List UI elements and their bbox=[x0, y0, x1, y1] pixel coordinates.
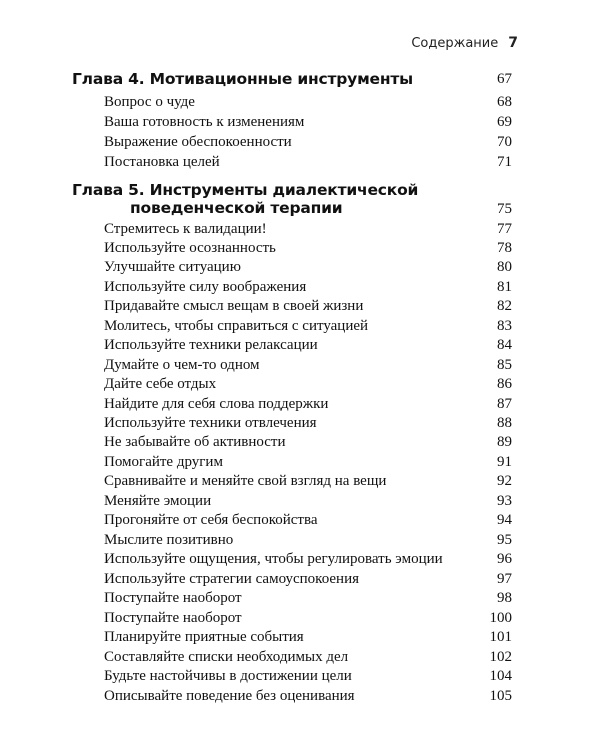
chapter-5-title bbox=[72, 181, 418, 217]
toc-entry bbox=[104, 587, 512, 609]
toc-entry bbox=[104, 111, 512, 133]
running-head-title: Содержание bbox=[411, 36, 499, 51]
toc-entry-page: 78 bbox=[497, 240, 512, 256]
toc-entry bbox=[104, 431, 512, 453]
toc-entry-page: 68 bbox=[497, 94, 512, 110]
chapter-5-page: 75 bbox=[497, 201, 512, 217]
toc-entry-label: Используйте техники отвлечения bbox=[104, 415, 317, 431]
running-head bbox=[411, 35, 518, 51]
toc-entry-label: Меняйте эмоции bbox=[104, 493, 212, 509]
toc-entry bbox=[104, 685, 512, 707]
toc-entry-page: 100 bbox=[489, 610, 512, 626]
toc-entry-label: Используйте ощущения, чтобы регулировать эмоции bbox=[104, 551, 443, 567]
toc-entry-page: 104 bbox=[489, 668, 512, 684]
toc-entry-label: Используйте техники релаксации bbox=[104, 337, 318, 353]
toc-entry-page: 70 bbox=[497, 134, 512, 150]
toc-entry-label: Используйте осознанность bbox=[104, 240, 276, 256]
toc-entry bbox=[104, 626, 512, 648]
chapter-4-title: Глава 4. Мотивационные инструменты bbox=[72, 70, 413, 88]
toc-entry bbox=[104, 665, 512, 687]
toc-entry-page: 81 bbox=[497, 279, 512, 295]
toc-entry-page: 94 bbox=[497, 512, 512, 528]
toc-entry-page: 88 bbox=[497, 415, 512, 431]
toc-entry-page: 80 bbox=[497, 259, 512, 275]
toc-entry-page: 89 bbox=[497, 434, 512, 450]
toc-entry-label: Найдите для себя слова поддержки bbox=[104, 396, 329, 412]
toc-entry-label: Ваша готовность к изменениям bbox=[104, 114, 305, 130]
running-head-page-number: 7 bbox=[508, 35, 518, 51]
toc-entry bbox=[104, 256, 512, 278]
toc-entry-page: 96 bbox=[497, 551, 512, 567]
toc-entry-page: 95 bbox=[497, 532, 512, 548]
toc-entry-label: Используйте силу воображения bbox=[104, 279, 307, 295]
toc-entry bbox=[104, 373, 512, 395]
toc-entry-page: 105 bbox=[489, 688, 512, 704]
toc-entry-label: Будьте настойчивы в достижении цели bbox=[104, 668, 352, 684]
toc-entry bbox=[104, 91, 512, 113]
chapter-5-title-line1: Глава 5. Инструменты диалектической bbox=[72, 181, 419, 199]
toc-entry-page: 97 bbox=[497, 571, 512, 587]
toc-entry-page: 91 bbox=[497, 454, 512, 470]
toc-entry-label: Описывайте поведение без оценивания bbox=[104, 688, 355, 704]
toc-entry-page: 77 bbox=[497, 221, 512, 237]
toc-entry-page: 93 bbox=[497, 493, 512, 509]
toc-entry-label: Составляйте списки необходимых дел bbox=[104, 649, 349, 665]
toc-entry bbox=[104, 334, 512, 356]
toc-entry-label: Придавайте смысл вещам в своей жизни bbox=[104, 298, 364, 314]
toc-entry-page: 86 bbox=[497, 376, 512, 392]
toc-entry-label: Помогайте другим bbox=[104, 454, 223, 470]
toc-entry-page: 82 bbox=[497, 298, 512, 314]
toc-entry-label: Стремитесь к валидации! bbox=[104, 221, 267, 237]
toc-entry-label: Используйте стратегии самоуспокоения bbox=[104, 571, 360, 587]
toc-entry-label: Дайте себе отдых bbox=[104, 376, 217, 392]
toc-entry-page: 87 bbox=[497, 396, 512, 412]
toc-entry-page: 102 bbox=[489, 649, 512, 665]
chapter-4-page: 67 bbox=[497, 71, 512, 87]
chapter-5-title-line2: поведенческой терапии bbox=[130, 199, 343, 217]
toc-entry-label: Улучшайте ситуацию bbox=[104, 259, 241, 275]
toc-entry bbox=[104, 470, 512, 492]
toc-entry-label: Поступайте наоборот bbox=[104, 610, 242, 626]
toc-entry-page: 84 bbox=[497, 337, 512, 353]
toc-entry-label: Поступайте наоборот bbox=[104, 590, 242, 606]
toc-entry-label: Прогоняйте от себя беспокойства bbox=[104, 512, 318, 528]
toc-entry-label: Планируйте приятные события bbox=[104, 629, 304, 645]
toc-entry bbox=[104, 151, 512, 173]
toc-entry-page: 101 bbox=[489, 629, 512, 645]
toc-entry-label: Думайте о чем-то одном bbox=[104, 357, 260, 373]
toc-entry-page: 85 bbox=[497, 357, 512, 373]
toc-entry-label: Постановка целей bbox=[104, 154, 220, 170]
toc-entry-page: 98 bbox=[497, 590, 512, 606]
toc-entry bbox=[104, 295, 512, 317]
toc-entry-label: Выражение обеспокоенности bbox=[104, 134, 292, 150]
toc-entry-label: Молитесь, чтобы справиться с ситуацией bbox=[104, 318, 369, 334]
toc-entry bbox=[104, 548, 512, 570]
toc-entry-label: Мыслите позитивно bbox=[104, 532, 234, 548]
toc-entry-page: 92 bbox=[497, 473, 512, 489]
toc-entry-page: 83 bbox=[497, 318, 512, 334]
toc-entry-label: Вопрос о чуде bbox=[104, 94, 195, 110]
toc-entry bbox=[104, 509, 512, 531]
toc-entry-label: Не забывайте об активности bbox=[104, 434, 286, 450]
toc-entry bbox=[104, 131, 512, 153]
toc-entry-page: 69 bbox=[497, 114, 512, 130]
toc-entry-label: Сравнивайте и меняйте свой взгляд на вещи bbox=[104, 473, 387, 489]
toc-entry-page: 71 bbox=[497, 154, 512, 170]
